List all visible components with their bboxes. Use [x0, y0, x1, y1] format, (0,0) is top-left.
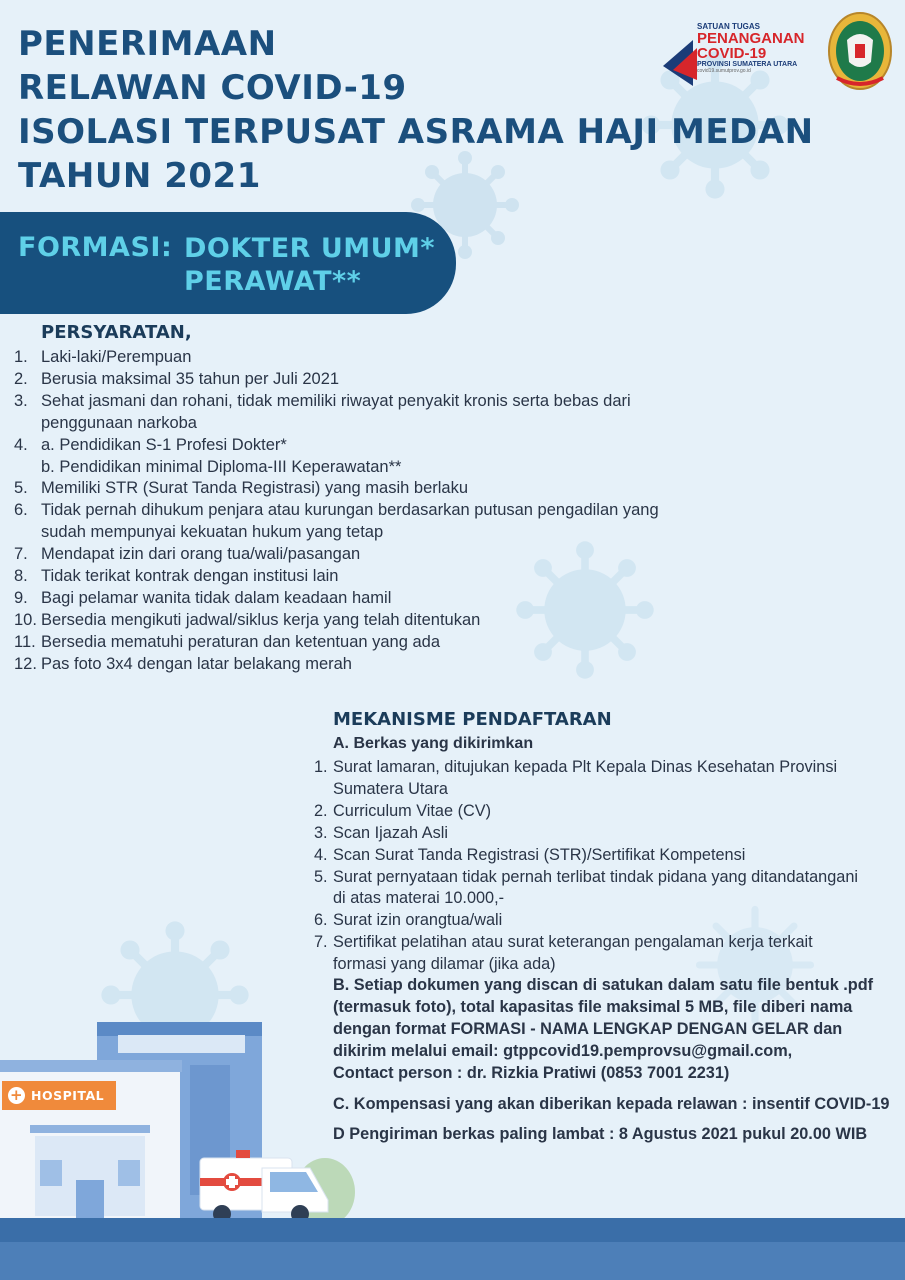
persyaratan-item-text: b. Pendidikan minimal Diploma-III Keperawatan** [41, 457, 402, 476]
persyaratan-item-text: Tidak terikat kontrak dengan institusi lain [41, 567, 339, 586]
persyaratan-item [14, 544, 714, 566]
plus-icon: + [9, 1086, 24, 1104]
formasi-item-dokter: DOKTER UMUM* [184, 233, 436, 264]
persyaratan-item-number: 4. [14, 435, 28, 454]
mekanisme-subtitle-a: A. Berkas yang dikirimkan [333, 735, 534, 752]
mekanisme-item-number: 2. [314, 801, 328, 820]
persyaratan-item [14, 391, 714, 435]
mekanisme-item-number: 6. [314, 911, 328, 930]
note-b-line: Contact person : dr. Rizkia Pratiwi (0853 7001 2231) [333, 1063, 730, 1082]
title-line: ISOLASI TERPUSAT ASRAMA HAJI MEDAN [18, 112, 814, 152]
mekanisme-item [314, 757, 899, 801]
persyaratan-item-number: 6. [14, 501, 28, 520]
mekanisme-item-text: Surat pernyataan tidak pernah terlibat tindak pidana yang ditandatangani [333, 867, 858, 886]
mekanisme-item-text: Surat izin orangtua/wali [333, 911, 503, 930]
persyaratan-item-number: 11. [14, 632, 36, 651]
hospital-illustration [0, 900, 420, 1230]
ground-strip [0, 1218, 905, 1242]
mekanisme-item-text: Surat lamaran, ditujukan kepada Plt Kepala Dinas Kesehatan Provinsi [333, 758, 838, 776]
note-b-line: dikirim melalui email: gtppcovid19.pemprovsu@gmail.com, [333, 1041, 793, 1060]
formasi-list [184, 232, 435, 298]
mekanisme-title: MEKANISME PENDAFTARAN [333, 709, 612, 730]
persyaratan-item [14, 500, 714, 544]
hospital-sign-label: HOSPITAL [31, 1088, 105, 1103]
persyaratan-item-number: 10. [14, 610, 37, 629]
persyaratan-item-text: sudah mempunyai kekuatan hukum yang tetap [41, 523, 384, 542]
title-line: PENERIMAAN [18, 24, 277, 64]
persyaratan-item-text: Berusia maksimal 35 tahun per Juli 2021 [41, 369, 340, 388]
mekanisme-item-number: 5. [314, 867, 328, 886]
persyaratan-item-text: Laki-laki/Perempuan [41, 348, 192, 366]
persyaratan-item-text: Bersedia mengikuti jadwal/siklus kerja yang telah ditentukan [41, 610, 481, 629]
mekanisme-item [314, 801, 899, 823]
mekanisme-item-text: Sertifikat pelatihan atau surat keterangan pengalaman kerja terkait [333, 933, 813, 952]
persyaratan-item [14, 610, 714, 632]
persyaratan-item-number: 8. [14, 567, 28, 586]
mekanisme-item-text: di atas materai 10.000,- [333, 889, 505, 908]
persyaratan-item [14, 588, 714, 610]
mekanisme-item-text: Sumatera Utara [333, 779, 448, 798]
persyaratan-item-text: a. Pendidikan S-1 Profesi Dokter* [41, 435, 287, 454]
persyaratan-item [14, 369, 714, 391]
note-b-line: B. Setiap dokumen yang discan di satukan dalam satu file bentuk .pdf [333, 976, 874, 994]
logo-provinsi: PROVINSI SUMATERA UTARA [697, 61, 798, 68]
persyaratan-item [14, 632, 714, 654]
persyaratan-item-text: Memiliki STR (Surat Tanda Registrasi) yang masih berlaku [41, 479, 469, 498]
persyaratan-item-number: 3. [14, 391, 28, 410]
persyaratan-item-number: 2. [14, 369, 28, 388]
logo-penanganan: PENANGANAN [697, 30, 805, 47]
ground-base [0, 1242, 905, 1280]
mekanisme-item-number: 3. [314, 823, 328, 842]
persyaratan-item-text: penggunaan narkoba [41, 413, 197, 432]
formasi-label: FORMASI: [18, 232, 173, 263]
mekanisme-item [314, 823, 899, 845]
mekanisme-item-text: formasi yang dilamar (jika ada) [333, 955, 556, 974]
persyaratan-item-text: Sehat jasmani dan rohani, tidak memiliki riwayat penyakit kronis serta bebas dari [41, 391, 631, 410]
persyaratan-item [14, 478, 714, 500]
title-line: TAHUN 2021 [18, 156, 261, 196]
mekanisme-item-number: 1. [314, 758, 328, 776]
persyaratan-list [14, 347, 714, 676]
mekanisme-item-number: 4. [314, 845, 328, 864]
persyaratan-item-number: 9. [14, 588, 28, 607]
mekanisme-item-text: Curriculum Vitae (CV) [333, 801, 492, 820]
persyaratan-item-text: Mendapat izin dari orang tua/wali/pasangan [41, 545, 361, 564]
persyaratan-item [14, 435, 714, 479]
title-line: RELAWAN COVID-19 [18, 68, 407, 108]
satgas-logo-icon [663, 40, 697, 86]
persyaratan-item-number: 5. [14, 479, 28, 498]
formasi-item-perawat: PERAWAT** [184, 266, 362, 297]
persyaratan-item [14, 654, 714, 676]
persyaratan-item-number: 1. [14, 348, 28, 366]
satgas-covid-logo [663, 22, 813, 86]
logo-satuan-tugas: SATUAN TUGAS [697, 22, 760, 31]
hospital-sign [2, 1081, 116, 1110]
logo-website: covid19.sumutprov.go.id [697, 68, 751, 74]
note-b-line: dengan format FORMASI - NAMA LENGKAP DENGAN GELAR dan [333, 1019, 843, 1038]
persyaratan-item-text: Bersedia mematuhi peraturan dan ketentuan yang ada [41, 632, 441, 651]
provincial-emblem-icon [827, 10, 893, 92]
persyaratan-item [14, 347, 714, 369]
persyaratan-item [14, 566, 714, 588]
note-b-line: (termasuk foto), total kapasitas file maksimal 5 MB, file diberi nama [333, 997, 853, 1016]
mekanisme-item-text: Scan Surat Tanda Registrasi (STR)/Sertifikat Kompetensi [333, 845, 746, 864]
persyaratan-item-text: Tidak pernah dihukum penjara atau kurungan berdasarkan putusan pengadilan yang [41, 501, 659, 520]
note-c: C. Kompensasi yang akan diberikan kepada relawan : insentif COVID-19 [333, 1095, 890, 1113]
mekanisme-item-text: Scan Ijazah Asli [333, 823, 448, 842]
note-d: D Pengiriman berkas paling lambat : 8 Agustus 2021 pukul 20.00 WIB [333, 1125, 868, 1143]
persyaratan-title: PERSYARATAN, [41, 322, 192, 343]
persyaratan-item-text: Pas foto 3x4 dengan latar belakang merah [41, 654, 352, 673]
mekanisme-item [314, 845, 899, 867]
persyaratan-item-text: Bagi pelamar wanita tidak dalam keadaan hamil [41, 588, 392, 607]
persyaratan-item-number: 7. [14, 545, 28, 564]
logo-area [663, 8, 893, 93]
persyaratan-item-number: 12. [14, 654, 37, 673]
mekanisme-item-number: 7. [314, 933, 328, 952]
logo-covid: COVID-19 [697, 45, 767, 62]
